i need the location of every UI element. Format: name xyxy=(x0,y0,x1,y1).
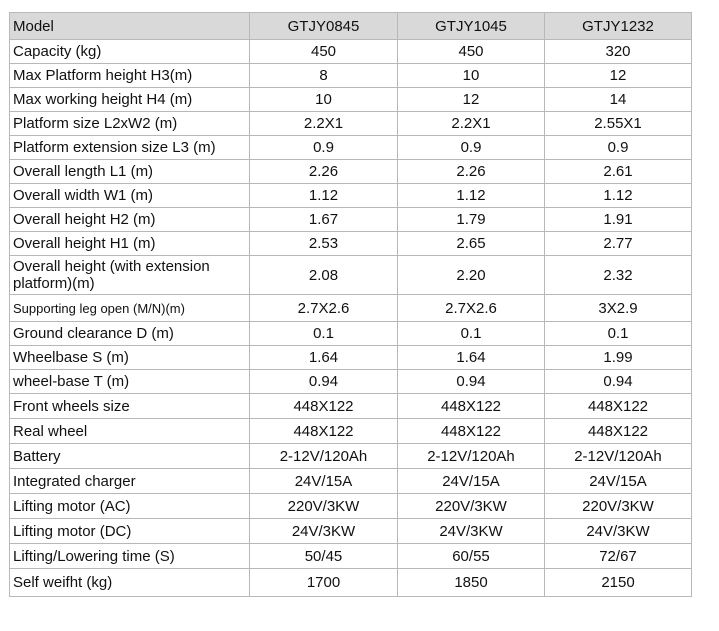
row-value: 2.7X2.6 xyxy=(398,295,545,322)
row-value: 24V/3KW xyxy=(398,519,545,544)
row-value: 1.64 xyxy=(250,346,398,370)
row-value: 12 xyxy=(398,88,545,112)
row-value: 2.20 xyxy=(398,256,545,295)
row-value: 24V/3KW xyxy=(545,519,692,544)
row-value: 0.94 xyxy=(398,370,545,394)
row-value: 1.12 xyxy=(545,184,692,208)
row-value: 2150 xyxy=(545,569,692,597)
table-row xyxy=(10,444,692,469)
row-value: 2.2X1 xyxy=(250,112,398,136)
row-value: 1.79 xyxy=(398,208,545,232)
row-value: 60/55 xyxy=(398,544,545,569)
row-value: 1700 xyxy=(250,569,398,597)
header-label-cell: Model xyxy=(10,13,250,40)
table-row xyxy=(10,544,692,569)
row-value: 448X122 xyxy=(250,394,398,419)
row-value: 10 xyxy=(398,64,545,88)
row-value: 1.12 xyxy=(250,184,398,208)
row-label: Lifting motor (DC) xyxy=(10,519,250,544)
row-value: 1.64 xyxy=(398,346,545,370)
row-label: Wheelbase S (m) xyxy=(10,346,250,370)
row-value: 2.2X1 xyxy=(398,112,545,136)
row-value: 2.53 xyxy=(250,232,398,256)
row-value: 3X2.9 xyxy=(545,295,692,322)
table-row xyxy=(10,569,692,597)
row-value: 0.1 xyxy=(398,322,545,346)
row-label: Integrated charger xyxy=(10,469,250,494)
row-value: 0.1 xyxy=(545,322,692,346)
row-label: wheel-base T (m) xyxy=(10,370,250,394)
row-label: Capacity (kg) xyxy=(10,40,250,64)
model-header-cell: GTJY0845 xyxy=(250,13,398,40)
spec-table xyxy=(9,12,692,597)
row-value: 2.26 xyxy=(398,160,545,184)
table-row xyxy=(10,519,692,544)
row-label: Front wheels size xyxy=(10,394,250,419)
row-value: 220V/3KW xyxy=(398,494,545,519)
row-value: 2-12V/120Ah xyxy=(250,444,398,469)
table-row xyxy=(10,394,692,419)
table-row xyxy=(10,64,692,88)
row-label: Ground clearance D (m) xyxy=(10,322,250,346)
row-value: 24V/3KW xyxy=(250,519,398,544)
row-value: 448X122 xyxy=(545,394,692,419)
row-label: Overall height H2 (m) xyxy=(10,208,250,232)
row-value: 14 xyxy=(545,88,692,112)
row-value: 12 xyxy=(545,64,692,88)
row-label: Self weifht (kg) xyxy=(10,569,250,597)
row-value: 2.7X2.6 xyxy=(250,295,398,322)
row-value: 1850 xyxy=(398,569,545,597)
model-header-cell: GTJY1232 xyxy=(545,13,692,40)
row-value: 0.94 xyxy=(545,370,692,394)
row-value: 0.9 xyxy=(545,136,692,160)
row-value: 220V/3KW xyxy=(250,494,398,519)
row-value: 72/67 xyxy=(545,544,692,569)
table-row xyxy=(10,295,692,322)
table-row xyxy=(10,88,692,112)
row-value: 2-12V/120Ah xyxy=(398,444,545,469)
row-label: Platform extension size L3 (m) xyxy=(10,136,250,160)
table-row xyxy=(10,322,692,346)
table-row xyxy=(10,208,692,232)
row-value: 10 xyxy=(250,88,398,112)
model-header-cell: GTJY1045 xyxy=(398,13,545,40)
row-label: Lifting motor (AC) xyxy=(10,494,250,519)
row-value: 2.77 xyxy=(545,232,692,256)
row-value: 0.94 xyxy=(250,370,398,394)
row-label: Max working height H4 (m) xyxy=(10,88,250,112)
row-value: 220V/3KW xyxy=(545,494,692,519)
row-value: 24V/15A xyxy=(250,469,398,494)
row-value: 448X122 xyxy=(545,419,692,444)
row-value: 1.99 xyxy=(545,346,692,370)
table-row xyxy=(10,160,692,184)
table-row xyxy=(10,256,692,295)
row-label: Overall height H1 (m) xyxy=(10,232,250,256)
row-value: 448X122 xyxy=(250,419,398,444)
row-value: 2.32 xyxy=(545,256,692,295)
table-row xyxy=(10,184,692,208)
row-value: 24V/15A xyxy=(398,469,545,494)
row-label: Supporting leg open (M/N)(m) xyxy=(10,295,250,322)
row-value: 0.9 xyxy=(250,136,398,160)
table-row xyxy=(10,112,692,136)
row-value: 1.12 xyxy=(398,184,545,208)
table-row xyxy=(10,370,692,394)
row-value: 2.61 xyxy=(545,160,692,184)
row-value: 1.67 xyxy=(250,208,398,232)
row-value: 2.26 xyxy=(250,160,398,184)
row-value: 0.9 xyxy=(398,136,545,160)
row-label: Lifting/Lowering time (S) xyxy=(10,544,250,569)
row-label: Overall width W1 (m) xyxy=(10,184,250,208)
table-body xyxy=(10,40,692,597)
row-label: Overall height (with extension platform)(m) xyxy=(10,256,250,295)
row-value: 2.55X1 xyxy=(545,112,692,136)
row-label: Battery xyxy=(10,444,250,469)
row-label: Platform size L2xW2 (m) xyxy=(10,112,250,136)
row-value: 2.65 xyxy=(398,232,545,256)
table-row xyxy=(10,136,692,160)
row-value: 450 xyxy=(250,40,398,64)
table-row xyxy=(10,419,692,444)
row-value: 2.08 xyxy=(250,256,398,295)
row-value: 320 xyxy=(545,40,692,64)
table-header xyxy=(10,13,692,40)
table-row xyxy=(10,40,692,64)
row-value: 448X122 xyxy=(398,419,545,444)
row-label: Real wheel xyxy=(10,419,250,444)
table-row xyxy=(10,469,692,494)
table-row xyxy=(10,494,692,519)
row-value: 0.1 xyxy=(250,322,398,346)
table-row xyxy=(10,346,692,370)
row-value: 1.91 xyxy=(545,208,692,232)
header-row xyxy=(10,13,692,40)
row-label: Overall length L1 (m) xyxy=(10,160,250,184)
row-value: 448X122 xyxy=(398,394,545,419)
row-value: 50/45 xyxy=(250,544,398,569)
table-row xyxy=(10,232,692,256)
row-value: 24V/15A xyxy=(545,469,692,494)
row-value: 450 xyxy=(398,40,545,64)
row-label: Max Platform height H3(m) xyxy=(10,64,250,88)
row-value: 2-12V/120Ah xyxy=(545,444,692,469)
row-value: 8 xyxy=(250,64,398,88)
